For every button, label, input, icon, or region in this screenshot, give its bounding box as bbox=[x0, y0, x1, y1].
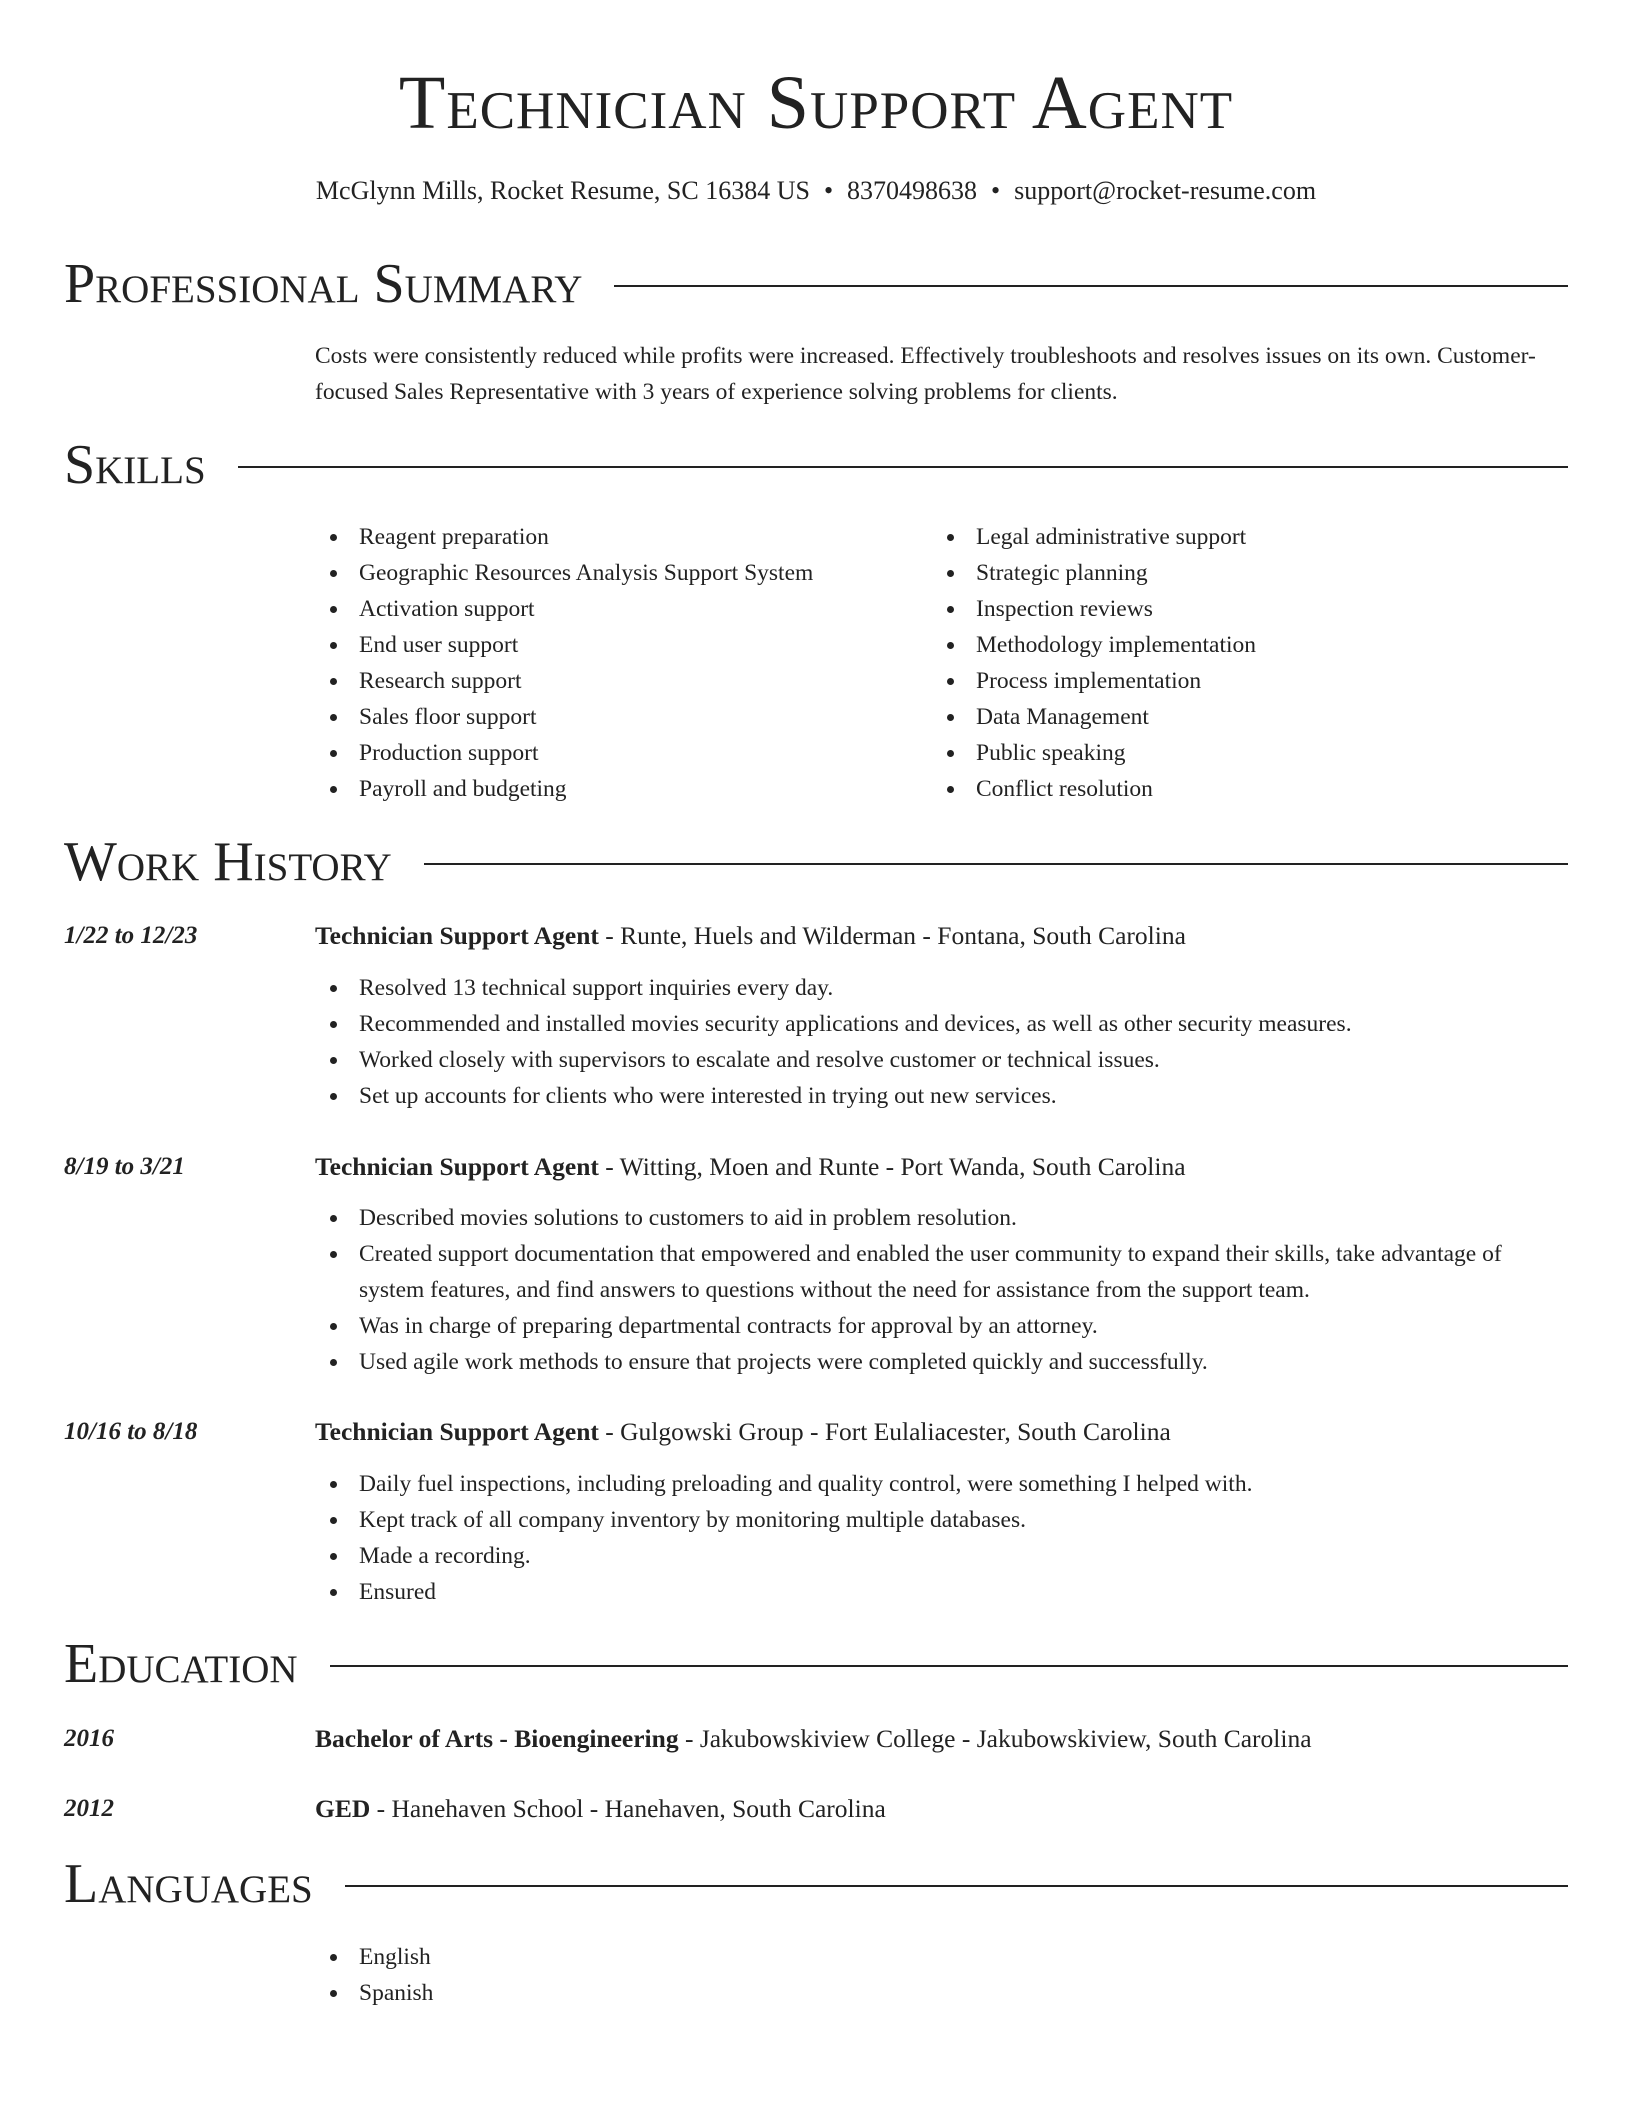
skill-item: End user support bbox=[315, 627, 915, 663]
contact-line bbox=[0, 174, 1632, 208]
job-heading bbox=[315, 918, 1568, 954]
skill-item: Payroll and budgeting bbox=[315, 771, 915, 807]
job-bullet: Described movies solutions to customers to aid in problem resolution. bbox=[315, 1200, 1568, 1236]
skill-item: Geographic Resources Analysis Support System bbox=[315, 555, 915, 591]
section-title: Languages bbox=[64, 1853, 313, 1915]
skill-item: Strategic planning bbox=[932, 555, 1532, 591]
separator-dot: • bbox=[823, 176, 834, 205]
section-heading-languages bbox=[64, 1852, 1568, 1916]
skill-item: Public speaking bbox=[932, 735, 1532, 771]
job-bullet: Worked closely with supervisors to escalate and resolve customer or technical issues. bbox=[315, 1042, 1568, 1078]
skill-item: Sales floor support bbox=[315, 699, 915, 735]
section-divider bbox=[614, 285, 1568, 287]
language-item: English bbox=[315, 1939, 1568, 1975]
job-bullet: Recommended and installed movies security applications and devices, as well as other security measures. bbox=[315, 1006, 1568, 1042]
job-title: Technician Support Agent bbox=[315, 1417, 599, 1446]
job-bullet: Was in charge of preparing departmental contracts for approval by an attorney. bbox=[315, 1308, 1568, 1344]
language-item: Spanish bbox=[315, 1975, 1568, 2011]
job-details: - Witting, Moen and Runte - Port Wanda, South Carolina bbox=[598, 1152, 1186, 1181]
section-heading-skills bbox=[64, 433, 1568, 497]
summary-text: Costs were consistently reduced while profits were increased. Effectively troubleshoots and resolves issues on its own. Customer-focused Sales Representative with 3 years of experience solving problems for clients. bbox=[315, 343, 1536, 405]
job-bullet: Used agile work methods to ensure that projects were completed quickly and successfully. bbox=[315, 1344, 1568, 1380]
education-details: - Jakubowskiview College - Jakubowskiview, South Carolina bbox=[678, 1724, 1312, 1753]
skill-item: Methodology implementation bbox=[932, 627, 1532, 663]
skill-item: Process implementation bbox=[932, 663, 1532, 699]
section-title: Work History bbox=[64, 831, 392, 893]
contact-phone: 8370498638 bbox=[847, 176, 978, 205]
job-bullet: Created support documentation that empowered and enabled the user community to expand their skills, take advantage of system features, and find answers to questions without the need for assistance from the support team. bbox=[315, 1236, 1568, 1308]
job-bullets bbox=[315, 1200, 1568, 1380]
education-degree: Bachelor of Arts - Bioengineering bbox=[315, 1724, 679, 1753]
section-heading-summary bbox=[64, 252, 1568, 316]
job-dates: 10/16 to 8/18 bbox=[64, 1418, 198, 1445]
section-divider bbox=[345, 1885, 1568, 1887]
job-dates: 1/22 to 12/23 bbox=[64, 922, 198, 949]
job-bullets bbox=[315, 1466, 1568, 1610]
section-heading-education bbox=[64, 1632, 1568, 1696]
section-title: Education bbox=[64, 1633, 298, 1695]
education-degree: GED bbox=[315, 1794, 371, 1823]
separator-dot: • bbox=[991, 176, 1001, 205]
job-heading bbox=[315, 1149, 1568, 1185]
education-year: 2012 bbox=[64, 1795, 114, 1822]
section-divider bbox=[330, 1665, 1568, 1667]
contact-email: support@rocket-resume.com bbox=[1014, 176, 1317, 205]
skill-item: Legal administrative support bbox=[932, 519, 1532, 555]
languages-list bbox=[315, 1939, 1568, 2011]
skills-list-left bbox=[315, 519, 915, 807]
education-year: 2016 bbox=[64, 1725, 114, 1752]
job-bullets bbox=[315, 970, 1568, 1114]
job-heading bbox=[315, 1414, 1568, 1450]
education-entry bbox=[315, 1721, 1568, 1757]
skill-item: Research support bbox=[315, 663, 915, 699]
job-bullet: Ensured bbox=[315, 1574, 1568, 1610]
section-title: Professional Summary bbox=[64, 253, 583, 315]
skill-item: Reagent preparation bbox=[315, 519, 915, 555]
contact-address: McGlynn Mills, Rocket Resume, SC 16384 US bbox=[315, 176, 810, 205]
job-title: Technician Support Agent bbox=[315, 1152, 599, 1181]
job-details: - Gulgowski Group - Fort Eulaliacester, South Carolina bbox=[598, 1417, 1171, 1446]
job-bullet: Daily fuel inspections, including preloading and quality control, were something I helped with. bbox=[315, 1466, 1568, 1502]
job-title: Technician Support Agent bbox=[315, 921, 599, 950]
section-divider bbox=[238, 466, 1568, 468]
skill-item: Data Management bbox=[932, 699, 1532, 735]
education-details: - Hanehaven School - Hanehaven, South Carolina bbox=[370, 1794, 886, 1823]
job-bullet: Resolved 13 technical support inquiries every day. bbox=[315, 970, 1568, 1006]
section-heading-work bbox=[64, 830, 1568, 894]
education-entry bbox=[315, 1791, 1568, 1827]
section-divider bbox=[424, 863, 1568, 865]
job-dates: 8/19 to 3/21 bbox=[64, 1153, 185, 1180]
skills-list-right bbox=[932, 519, 1532, 807]
job-bullet: Set up accounts for clients who were interested in trying out new services. bbox=[315, 1078, 1568, 1114]
skill-item: Inspection reviews bbox=[932, 591, 1532, 627]
skill-item: Conflict resolution bbox=[932, 771, 1532, 807]
skill-item: Activation support bbox=[315, 591, 915, 627]
job-bullet: Kept track of all company inventory by monitoring multiple databases. bbox=[315, 1502, 1568, 1538]
resume-title: Technician Support Agent bbox=[398, 61, 1234, 145]
job-bullet: Made a recording. bbox=[315, 1538, 1568, 1574]
skill-item: Production support bbox=[315, 735, 915, 771]
section-title: Skills bbox=[64, 434, 206, 496]
job-details: - Runte, Huels and Wilderman - Fontana, South Carolina bbox=[598, 921, 1186, 950]
